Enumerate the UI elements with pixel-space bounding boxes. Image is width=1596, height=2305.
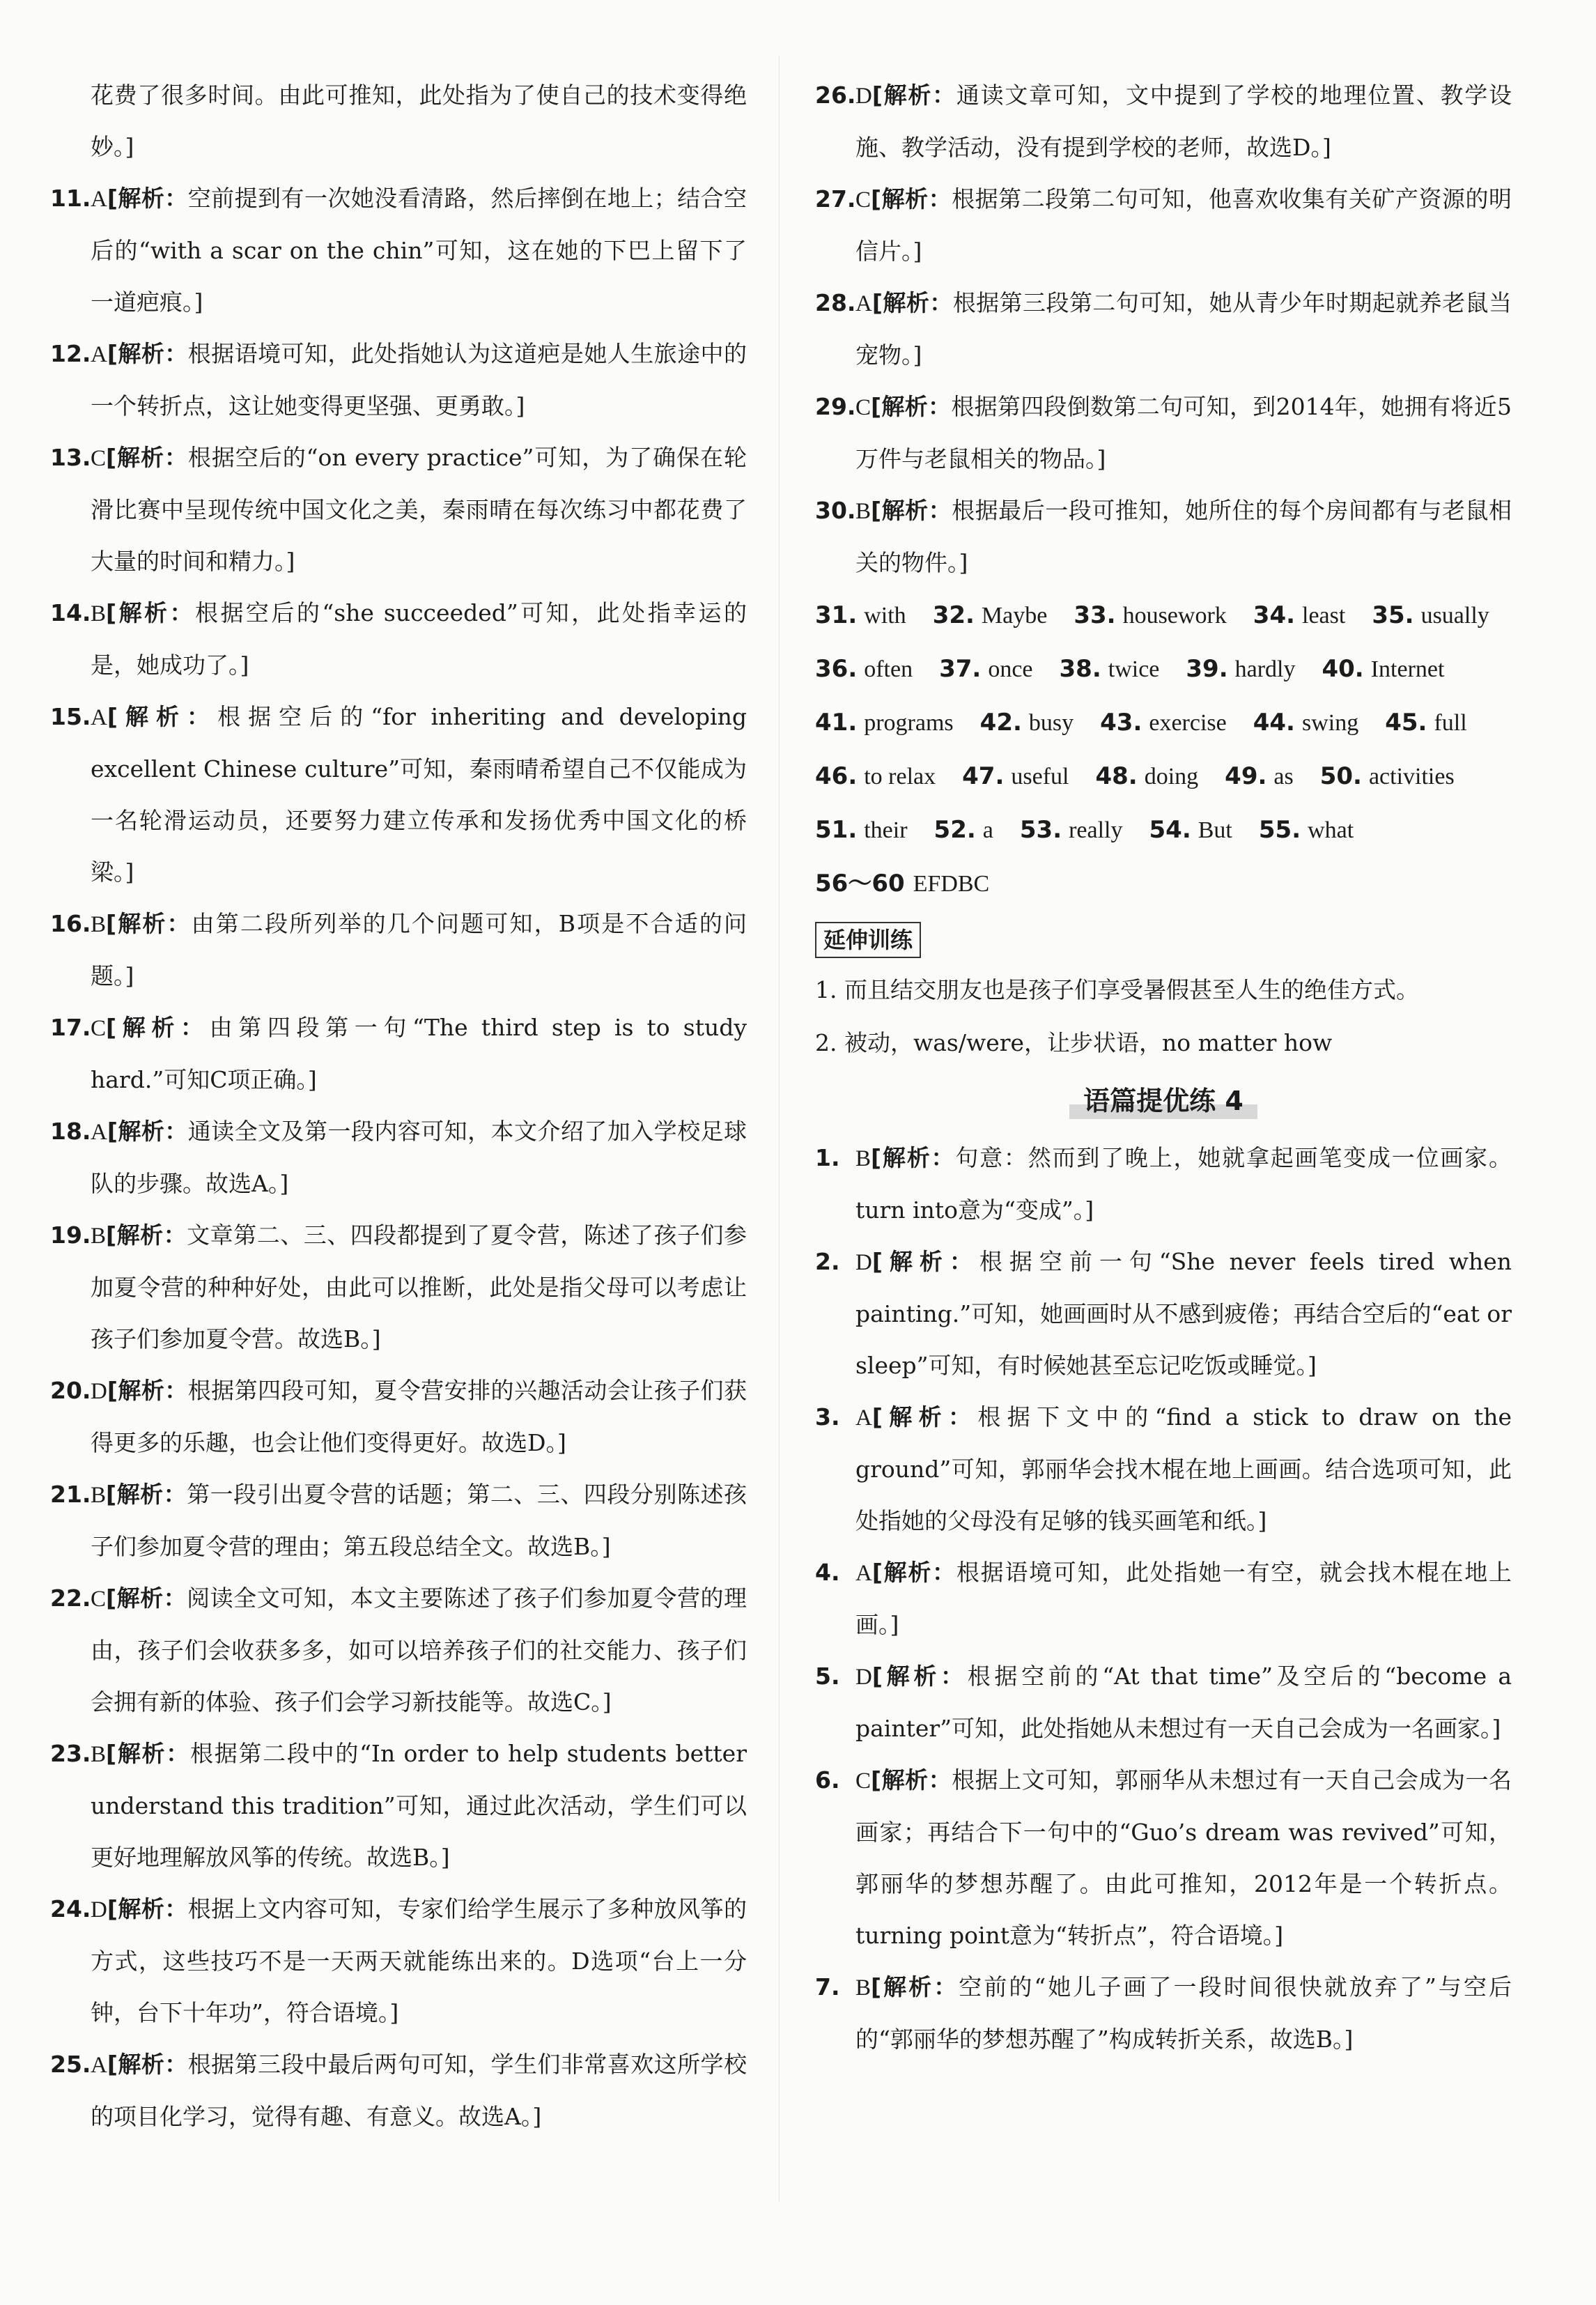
answer-number: 33. <box>1074 601 1116 629</box>
answer-word: exercise <box>1149 710 1227 736</box>
item-option: C <box>855 187 871 213</box>
analysis-tag: [解析： <box>106 1014 210 1041</box>
answer-cell <box>1186 642 1295 696</box>
answer-item <box>815 381 1512 485</box>
answer-cell <box>1060 642 1160 696</box>
answer-cell <box>815 750 936 803</box>
answer-cell <box>1253 696 1358 750</box>
item-number: 1. <box>815 1144 840 1171</box>
analysis-tag: [解析： <box>871 1559 956 1586</box>
answer-word: programs <box>864 710 954 736</box>
item-number: 19. <box>50 1221 91 1249</box>
item-option: B <box>91 912 107 937</box>
analysis-text: 根据下文中的“find a stick to draw on the ground”可知，郭丽华会找木棍在地上画画。结合选项可知，此处指她的父母没有足够的钱买画笔和纸。] <box>855 1403 1512 1534</box>
analysis-text: 根据空前的“At that time”及空后的“become a painter”可知，此处指她从未想过有一天自己会成为一名画家。] <box>855 1663 1512 1742</box>
analysis-text: 根据第三段第二句可知，她从青少年时期起就养老鼠当宠物。] <box>855 289 1512 369</box>
answer-item <box>50 1883 747 2039</box>
analysis-tag: [解析： <box>871 1766 952 1794</box>
analysis-tag: [解析： <box>871 393 952 420</box>
item-option: C <box>855 1768 871 1794</box>
answer-cell <box>1149 803 1232 857</box>
item-number: 5. <box>815 1663 840 1690</box>
item-number: 7. <box>815 1973 840 2001</box>
answer-cell <box>980 696 1074 750</box>
answer-cell <box>815 803 908 857</box>
item-option: B <box>91 1224 107 1249</box>
item-number: 21. <box>50 1481 91 1508</box>
answer-cell <box>1225 750 1294 803</box>
answer-cell <box>1320 750 1455 803</box>
answer-word: full <box>1434 710 1467 736</box>
analysis-tag: [解析： <box>107 1118 188 1145</box>
extension-line-2: 2. 被动，was/were，让步状语，no matter how <box>815 1029 1333 1056</box>
answer-number: 54. <box>1149 816 1191 844</box>
answer-word: But <box>1198 817 1232 843</box>
answer-word: usually <box>1420 603 1489 629</box>
answer-cell <box>1100 696 1227 750</box>
answer-number: 31. <box>815 601 858 629</box>
matching-answers <box>815 857 1512 911</box>
answer-word: Maybe <box>981 603 1048 629</box>
item-option: D <box>91 1897 107 1922</box>
analysis-tag: [解析： <box>106 1740 190 1767</box>
item-option: A <box>91 1120 107 1145</box>
answer-row <box>815 642 1512 696</box>
answer-cell <box>1259 803 1354 857</box>
item-option: B <box>91 601 107 626</box>
answer-item <box>815 1961 1512 2065</box>
answer-word: Internet <box>1370 656 1445 682</box>
analysis-text: 根据上文内容可知，专家们给学生展示了多种放风筝的方式，这些技巧不是一天两天就能练出来的。D选项“台上一分钟，台下十年功”，符合语境。] <box>91 1895 747 2026</box>
answer-word: busy <box>1028 710 1074 736</box>
item-number: 30. <box>815 497 856 524</box>
analysis-text: 通读文章可知，文中提到了学校的地理位置、教学设施、教学活动，没有提到学校的老师，故选D。] <box>855 82 1512 161</box>
item-number: 13. <box>50 444 91 471</box>
item-number: 20. <box>50 1377 91 1404</box>
answer-cell <box>962 750 1069 803</box>
matching-num: 56～60 <box>815 870 905 897</box>
answer-word: to relax <box>864 764 936 789</box>
answer-word: hardly <box>1234 656 1296 682</box>
answer-item <box>815 1392 1512 1547</box>
analysis-tag: [解析： <box>871 1144 956 1171</box>
answer-item <box>50 1365 747 1469</box>
item-number: 17. <box>50 1014 91 1041</box>
fill-blank-answers <box>815 589 1512 857</box>
answer-item <box>815 1236 1512 1392</box>
answer-item <box>815 1755 1512 1961</box>
analysis-tag: [解析： <box>107 185 188 212</box>
analysis-text: 根据第二段中的“In order to help students better understand this tradition”可知，通过此次活动，学生们可以更好地理解放风筝的传统。故选B。] <box>91 1740 747 1871</box>
answer-item <box>815 70 1512 174</box>
answer-number: 42. <box>979 709 1022 737</box>
item-number: 26. <box>815 82 856 109</box>
answer-word: often <box>864 656 913 682</box>
answer-number: 46. <box>815 762 858 790</box>
answer-cell <box>1095 750 1198 803</box>
analysis-tag: [解析： <box>106 910 192 937</box>
answer-row <box>815 589 1512 642</box>
item-number: 24. <box>50 1895 91 1922</box>
analysis-text: 根据最后一段可推知，她所住的每个房间都有与老鼠相关的物件。] <box>855 497 1512 576</box>
analysis-tag: [解析： <box>871 82 956 109</box>
answer-number: 37. <box>939 655 982 683</box>
answer-number: 36. <box>815 655 858 683</box>
answer-cell <box>1372 589 1489 642</box>
answer-number: 34. <box>1253 601 1296 629</box>
analysis-tag: [解析： <box>106 1221 187 1249</box>
answer-number: 52. <box>933 816 976 844</box>
answer-word: as <box>1273 764 1294 789</box>
analysis-text: 根据第四段倒数第二句可知，到2014年，她拥有将近5万件与老鼠相关的物品。] <box>855 393 1512 472</box>
item-option: B <box>855 499 871 524</box>
item-number: 18. <box>50 1118 91 1145</box>
item-number: 22. <box>50 1585 91 1612</box>
answer-cell <box>815 696 954 750</box>
analysis-tag: [解析： <box>871 1403 978 1431</box>
answer-item <box>50 1728 747 1883</box>
analysis-tag: [解析： <box>107 1377 188 1404</box>
answer-word: a <box>982 817 993 843</box>
analysis-tag: [解析： <box>871 1973 959 2001</box>
answer-item <box>50 173 747 328</box>
answer-item <box>50 587 747 691</box>
item-number: 29. <box>815 393 856 420</box>
matching-ans: EFDBC <box>913 871 990 897</box>
answer-item <box>50 691 747 898</box>
item-number: 3. <box>815 1403 840 1431</box>
right-analysis-list <box>815 70 1512 589</box>
answer-cell <box>939 642 1032 696</box>
item-option: B <box>855 1975 871 2001</box>
answer-number: 39. <box>1186 655 1228 683</box>
answer-word: once <box>988 656 1033 682</box>
answer-cell <box>1074 589 1226 642</box>
right-column <box>815 70 1512 2065</box>
item-number: 11. <box>50 185 91 212</box>
answer-number: 53. <box>1019 816 1062 844</box>
answer-word: housework <box>1122 603 1227 629</box>
section-title <box>815 1070 1512 1132</box>
analysis-tag: [解析： <box>871 1663 968 1690</box>
analysis-text: 空前的“她儿子画了一段时间很快就放弃了”与空后的“郭丽华的梦想苏醒了”构成转折关系，故选B。] <box>855 1973 1512 2053</box>
analysis-tag: [解析： <box>106 599 195 626</box>
item-option: A <box>855 291 872 316</box>
answer-item <box>50 898 747 1002</box>
item-option: A <box>91 187 107 212</box>
analysis-text: 根据空前一句“She never feels tired when painting.”可知，她画画时从不感到疲倦；再结合空后的“eat or sleep”可知，有时候她甚至忘记吃饭或睡觉。] <box>855 1248 1512 1379</box>
analysis-tag: [解析： <box>107 1895 188 1922</box>
analysis-tag: [解析： <box>871 185 952 213</box>
analysis-tag: [解析： <box>107 340 188 367</box>
answer-cell <box>1020 803 1123 857</box>
analysis-text: 根据上文可知，郭丽华从未想过有一天自己会成为一名画家；再结合下一句中的“Guo’s dream was revived”可知，郭丽华的梦想苏醒了。由此可推知，2012年是一个转折点。turning point意为“转折点”，符合语境。] <box>855 1766 1512 1949</box>
answer-word: twice <box>1108 656 1160 682</box>
section-title-text: 语篇提优练 4 <box>1069 1083 1257 1119</box>
left-column <box>50 70 747 2143</box>
answer-number: 35. <box>1372 601 1414 629</box>
answer-item <box>815 1651 1512 1755</box>
answer-number: 45. <box>1385 709 1427 737</box>
answer-item <box>50 328 747 432</box>
analysis-tag: [解析： <box>871 1248 979 1275</box>
item-option: D <box>855 1665 872 1690</box>
answer-cell <box>1322 642 1444 696</box>
answer-number: 44. <box>1253 709 1295 737</box>
answer-number: 47. <box>962 762 1005 790</box>
answer-item <box>50 1106 747 1210</box>
analysis-text: 根据第三段中最后两句可知，学生们非常喜欢这所学校的项目化学习，觉得有趣、有意义。故选A。] <box>91 2051 747 2130</box>
analysis-tag: [解析： <box>106 444 188 471</box>
answer-number: 40. <box>1322 655 1364 683</box>
analysis-text: 句意：然而到了晚上，她就拿起画笔变成一位画家。turn into意为“变成”。] <box>855 1144 1512 1224</box>
item-option: B <box>91 1483 107 1508</box>
answer-item <box>815 485 1512 589</box>
analysis-text: 通读全文及第一段内容可知，本文介绍了加入学校足球队的步骤。故选A。] <box>91 1118 747 1197</box>
answer-number: 38. <box>1059 655 1101 683</box>
answer-cell <box>933 589 1048 642</box>
analysis-text: 第一段引出夏令营的话题；第二、三、四段分别陈述孩子们参加夏令营的理由；第五段总结全文。故选B。] <box>91 1481 747 1560</box>
item-number: 12. <box>50 340 91 367</box>
analysis-tag: [解析： <box>871 497 952 524</box>
analysis-text: 根据空后的“she succeeded”可知，此处指幸运的是，她成功了。] <box>91 599 747 679</box>
column-divider <box>779 56 780 2202</box>
analysis-text: 由第四段第一句“The third step is to study hard.”可知C项正确。] <box>91 1014 747 1093</box>
item-option: A <box>91 2053 107 2078</box>
item-option: A <box>855 1561 872 1586</box>
answer-word: activities <box>1368 764 1455 789</box>
item-option: D <box>855 84 872 109</box>
analysis-tag: [解析： <box>106 1481 187 1508</box>
answer-item <box>50 432 747 587</box>
item-option: C <box>91 446 107 471</box>
analysis-text: 由第二段所列举的几个问题可知，B项是不合适的问题。] <box>91 910 747 989</box>
analysis-tag: [解析： <box>106 1585 187 1612</box>
answer-row <box>815 750 1512 803</box>
analysis-tag: [解析： <box>871 289 953 316</box>
item-option: A <box>91 705 107 730</box>
analysis-text: 根据第四段可知，夏令营安排的兴趣活动会让孩子们获得更多的乐趣，也会让他们变得更好。故选D。] <box>91 1377 747 1456</box>
item-number: 23. <box>50 1740 91 1767</box>
answer-number: 41. <box>815 709 858 737</box>
answer-item <box>50 1573 747 1728</box>
answer-word: with <box>864 603 906 629</box>
answer-item <box>815 277 1512 381</box>
analysis-text: 阅读全文可知，本文主要陈述了孩子们参加夏令营的理由，孩子们会收获多多，如可以培养孩子们的社交能力、孩子们会拥有新的体验、孩子们会学习新技能等。故选C。] <box>91 1585 747 1716</box>
answer-item <box>815 1132 1512 1236</box>
extension-section <box>815 911 1512 1070</box>
item-option: A <box>855 1405 872 1431</box>
item-option: B <box>91 1742 107 1767</box>
item-number: 16. <box>50 910 91 937</box>
answer-item <box>50 2039 747 2143</box>
analysis-text: 根据语境可知，此处指她认为这道疤是她人生旅途中的一个转折点，这让她变得更坚强、更勇敢。] <box>91 340 747 419</box>
analysis-text: 花费了很多时间。由此可推知，此处指为了使自己的技术变得绝妙。] <box>91 82 747 160</box>
answer-number: 32. <box>932 601 975 629</box>
continued-text <box>50 70 747 173</box>
item-number: 15. <box>50 703 91 730</box>
answer-number: 51. <box>815 816 858 844</box>
item-option: A <box>91 342 107 367</box>
item-number: 6. <box>815 1766 840 1794</box>
answer-item <box>815 1547 1512 1651</box>
item-option: C <box>91 1587 107 1612</box>
item-number: 28. <box>815 289 856 316</box>
answer-word: what <box>1308 817 1354 843</box>
answer-cell <box>1385 696 1466 750</box>
answer-item <box>50 1469 747 1573</box>
analysis-text: 空前提到有一次她没看清路，然后摔倒在地上；结合空后的“with a scar on the chin”可知，这在她的下巴上留下了一道疤痕。] <box>91 185 747 316</box>
answer-word: swing <box>1301 710 1359 736</box>
answer-number: 48. <box>1095 762 1138 790</box>
analysis-text: 根据空后的“on every practice”可知，为了确保在轮滑比赛中呈现传统中国文化之美，秦雨晴在每次练习中都花费了大量的时间和精力。] <box>91 444 747 575</box>
extension-label: 延伸训练 <box>815 922 921 958</box>
answer-word: doing <box>1144 764 1199 789</box>
answer-word: least <box>1302 603 1346 629</box>
answer-cell <box>934 803 993 857</box>
answer-item <box>815 174 1512 277</box>
item-option: C <box>91 1016 107 1041</box>
answer-word: their <box>864 817 908 843</box>
analysis-text: 根据第二段第二句可知，他喜欢收集有关矿产资源的明信片。] <box>855 185 1512 265</box>
answer-row <box>815 803 1512 857</box>
answer-word: useful <box>1011 764 1069 789</box>
section-analysis-list <box>815 1132 1512 2065</box>
answer-cell <box>815 642 913 696</box>
item-number: 4. <box>815 1559 840 1586</box>
item-option: C <box>855 395 871 420</box>
item-number: 25. <box>50 2051 91 2078</box>
answer-item <box>50 1210 747 1365</box>
answer-cell <box>1253 589 1346 642</box>
answer-number: 49. <box>1225 762 1267 790</box>
analysis-text: 根据语境可知，此处指她一有空，就会找木棍在地上画。] <box>855 1559 1512 1638</box>
item-number: 27. <box>815 185 856 213</box>
answer-number: 50. <box>1319 762 1362 790</box>
item-option: D <box>855 1250 872 1275</box>
item-option: B <box>855 1146 871 1171</box>
item-number: 14. <box>50 599 91 626</box>
analysis-text: 文章第二、三、四段都提到了夏令营，陈述了孩子们参加夏令营的种种好处，由此可以推断，此处是指父母可以考虑让孩子们参加夏令营。故选B。] <box>91 1221 747 1352</box>
answer-cell <box>815 589 906 642</box>
answer-number: 43. <box>1100 709 1142 737</box>
answer-item <box>50 1002 747 1106</box>
analysis-text: 根据空后的“for inheriting and developing excellent Chinese culture”可知，秦雨晴希望自己不仅能成为一名轮滑运动员，还要努力建立传承和发扬优秀中国文化的桥梁。] <box>91 703 747 886</box>
answer-word: really <box>1069 817 1123 843</box>
extension-line-1: 1. 而且结交朋友也是孩子们享受暑假甚至人生的绝佳方式。 <box>815 976 1419 1003</box>
analysis-tag: [解析： <box>107 2051 188 2078</box>
item-option: D <box>91 1379 107 1404</box>
answer-number: 55. <box>1258 816 1301 844</box>
answer-row <box>815 696 1512 750</box>
item-number: 2. <box>815 1248 840 1275</box>
analysis-tag: [解析： <box>107 703 218 730</box>
